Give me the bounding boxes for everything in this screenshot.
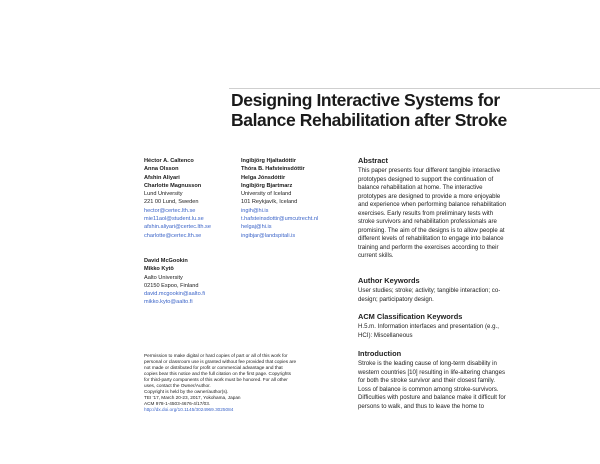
text-line: design; participatory design. <box>358 295 434 303</box>
text-line: persons to walk, and thus to leave the home to <box>358 402 485 410</box>
author-email-link[interactable]: hector@certec.lth.se <box>144 207 196 214</box>
keywords-section <box>358 276 558 304</box>
author-name: Héctor A. Caltenco <box>144 158 194 164</box>
affiliation-line: 02150 Espoo, Finland <box>144 282 199 289</box>
author-email-link[interactable]: charlotte@certec.lth.se <box>144 232 202 239</box>
title-rule <box>229 88 600 89</box>
text-line: Loss of balance is common among stroke-survivors. <box>358 385 499 393</box>
text-line: training and perform the exercises according to their <box>358 243 499 251</box>
author-block-aalto <box>144 257 205 307</box>
text-line: exercises. Early results from preliminary tests with <box>358 209 494 217</box>
text-line: promising. The aim of the designs is to allow people at <box>358 226 505 234</box>
text-line: HCI): Miscellaneous <box>358 331 413 339</box>
permission-line: uses, contact the Owner/Author. <box>144 383 211 389</box>
text-line: and experience when performing balance rehabilitation <box>358 201 507 209</box>
permission-line: not made or distributed for profit or commercial advantage and that <box>144 365 283 371</box>
author-name: Charlotte Magnusson <box>144 182 202 189</box>
author-name: Afshin Aliyari <box>144 174 180 181</box>
text-line: different levels of rehabilitation to engage into balance <box>358 235 504 243</box>
author-name: Mikko Kytö <box>144 266 174 273</box>
affiliation-line: 221 00 Lund, Sweden <box>144 199 199 206</box>
author-name: Anna Olsson <box>144 166 179 173</box>
text-line: western countries [10] resulting in life-altering changes <box>358 368 506 376</box>
author-name: Ingibjörg Bjartmarz <box>241 182 293 189</box>
author-name: Helga Jónsdóttir <box>241 174 286 181</box>
author-email-link[interactable]: ingih@hi.is <box>241 207 269 214</box>
text-line: User studies; stroke; activity; tangible interaction; co- <box>358 287 501 294</box>
author-email-link[interactable]: t.hafsteinsdottir@umcutrecht.nl <box>241 216 319 223</box>
author-email-link[interactable]: afshin.aliyari@certec.lth.se <box>144 224 211 231</box>
permission-line: copies bear this notice and the full citation on the first page. Copyrights <box>144 371 291 377</box>
doi-link[interactable]: http://dx.doi.org/10.1145/3024969.3025084 <box>144 407 234 413</box>
author-name: Ingibjörg Hjaltadóttir <box>241 158 297 164</box>
acm-classification-section <box>358 312 558 340</box>
page-title <box>231 90 600 130</box>
introduction-text <box>358 360 558 411</box>
abstract-section <box>358 156 558 261</box>
text-line: balance rehabilitation at home. The interactive <box>358 184 483 192</box>
text-line: Stroke is the leading cause of long-term disability in <box>358 360 497 367</box>
section-heading: ACM Classification Keywords <box>358 312 463 321</box>
permission-line: for third-party components of this work must be honored. For all other <box>144 377 288 383</box>
text-line: H.5.m. Information interfaces and presentation (e.g., <box>358 323 499 330</box>
affiliation-line: Aalto University <box>144 274 183 281</box>
text-line: for both the stroke survivor and their closest family. <box>358 377 496 385</box>
author-block-iceland <box>241 157 318 240</box>
permission-line: personal or classroom use is granted without fee provided that copies are <box>144 359 297 365</box>
section-heading: Introduction <box>358 349 402 358</box>
permission-line: ACM 978-1-4503-4676-4/17/03. <box>144 401 211 407</box>
permission-line: Permission to make digital or hard copies of part or all of this work for <box>144 353 288 358</box>
permission-line: Copyright is held by the owner/author(s). <box>144 389 229 395</box>
affiliation-line: 101 Reykjavík, Iceland <box>241 199 298 206</box>
section-heading: Abstract <box>358 156 388 165</box>
abstract-text <box>358 167 558 261</box>
text-line: prototypes are designed to provide a more enjoyable <box>358 192 501 200</box>
author-name: Thóra B. Hafsteinsdóttir <box>241 166 305 173</box>
text-line: stroke survivors and rehabilitation professionals are <box>358 218 497 226</box>
author-block-lund <box>144 157 211 240</box>
text-line: This paper presents four different tangible interactive <box>358 167 501 174</box>
author-email-link[interactable]: mie11aol@student.lu.se <box>144 216 204 223</box>
title-line: Designing Interactive Systems for <box>231 90 500 110</box>
keywords-text <box>358 287 558 304</box>
author-email-link[interactable]: ingibjar@landspitali.is <box>241 232 296 239</box>
introduction-section <box>358 349 558 411</box>
author-email-link[interactable]: mikko.kyto@aalto.fi <box>144 299 193 306</box>
author-name: David McGookin <box>144 258 188 264</box>
acm-text <box>358 323 558 340</box>
text-line: current skills. <box>358 252 394 260</box>
author-email-link[interactable]: helgaj@hi.is <box>241 224 272 231</box>
affiliation-line: Lund University <box>144 191 183 198</box>
permission-line: TEI '17, March 20-23, 2017, Yokohama, Japan <box>144 395 241 401</box>
text-line: Difficulties with posture and balance make it difficult for <box>358 394 506 402</box>
title-line: Balance Rehabilitation after Stroke <box>231 110 507 130</box>
permission-notice <box>144 353 344 413</box>
text-line: prototypes designed to support the continuation of <box>358 175 494 183</box>
author-email-link[interactable]: david.mcgookin@aalto.fi <box>144 291 206 298</box>
section-heading: Author Keywords <box>358 276 420 285</box>
affiliation-line: University of Iceland <box>241 191 292 198</box>
